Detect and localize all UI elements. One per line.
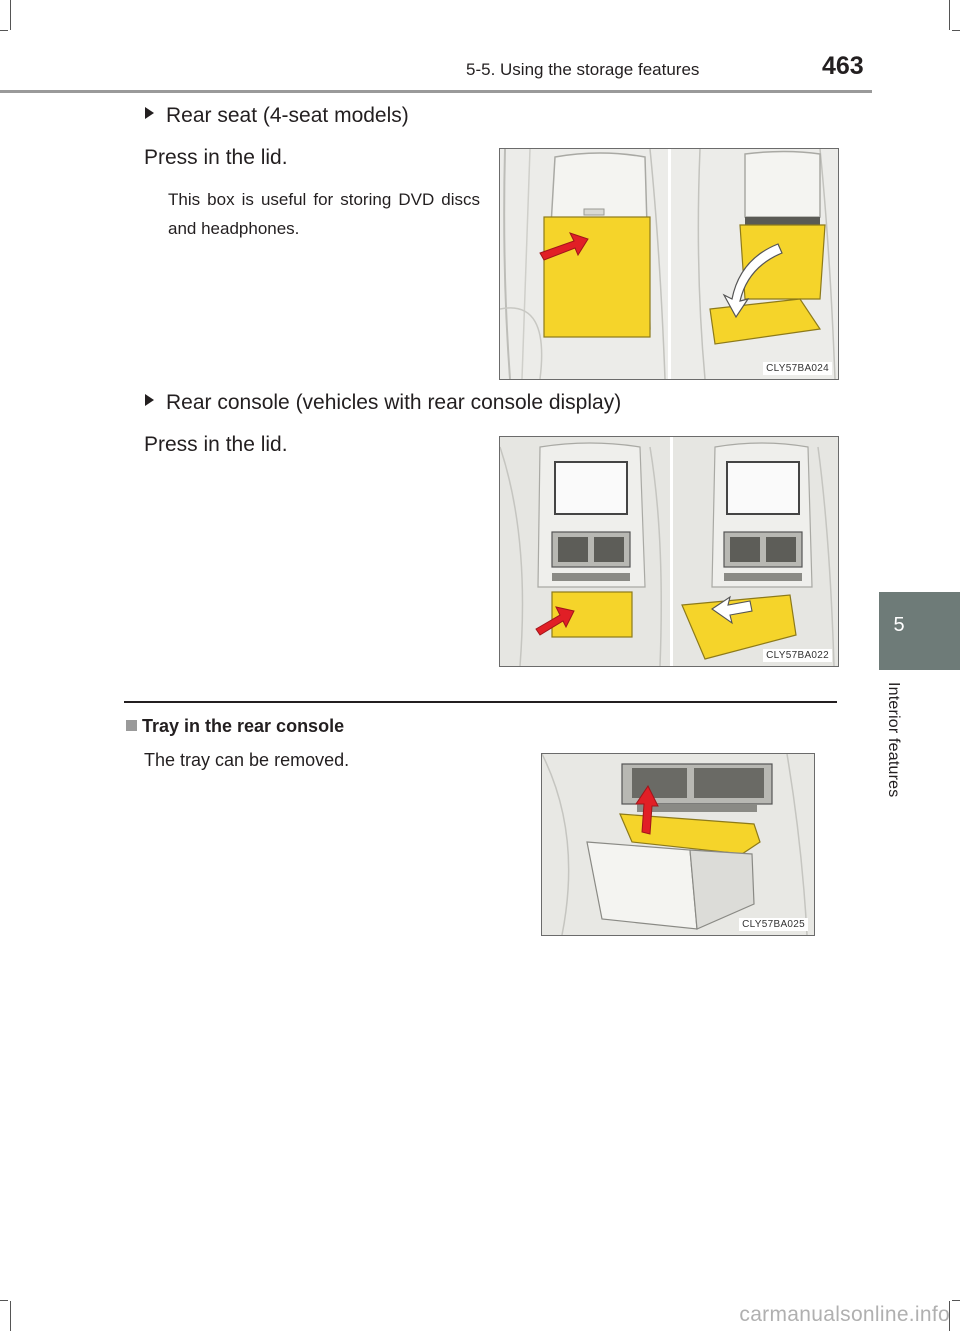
crop-mark [949,0,950,30]
chapter-label [884,682,910,822]
tray-illustration [542,754,814,935]
crop-mark [952,1300,960,1301]
crop-mark [10,1301,11,1331]
rear-seat-illustration [500,149,838,379]
square-bullet-icon [126,720,137,731]
tray-heading [126,716,344,737]
header-rule [0,90,872,93]
section-title: 5-5. Using the storage features [466,60,700,79]
crop-mark [0,30,8,31]
section-divider [124,701,837,703]
crop-mark [952,30,960,31]
section-heading-rear-seat [145,104,409,128]
watermark: carmanualsonline.info [739,1303,950,1326]
chapter-tab [879,592,960,670]
triangle-bullet-icon [145,394,154,406]
crop-mark [10,0,11,30]
page-number: 463 [822,52,864,80]
chapter-number: 5 [893,614,905,636]
section-heading-rear-console [145,391,621,415]
chapter-label-text: Interior features [885,682,902,798]
figure-tray [541,753,815,936]
figure-code: CLY57BA025 [739,918,808,931]
triangle-bullet-icon [145,107,154,119]
figure-code: CLY57BA022 [763,649,832,662]
instruction-text: Press in the lid. [144,146,288,169]
rear-console-illustration [500,437,838,666]
crop-mark [0,1300,8,1301]
note-text: This box is useful for storing DVD discs and headphones. [168,190,480,238]
section-heading-text: Rear console (vehicles with rear console display) [166,391,622,414]
section-heading-text: Rear seat (4-seat models) [166,104,409,127]
figure-rear-seat-box [499,148,839,380]
tray-text: The tray can be removed. [144,750,350,770]
tray-heading-text: Tray in the rear console [142,716,345,736]
figure-rear-console [499,436,839,667]
figure-code: CLY57BA024 [763,362,832,375]
instruction-text: Press in the lid. [144,433,288,456]
